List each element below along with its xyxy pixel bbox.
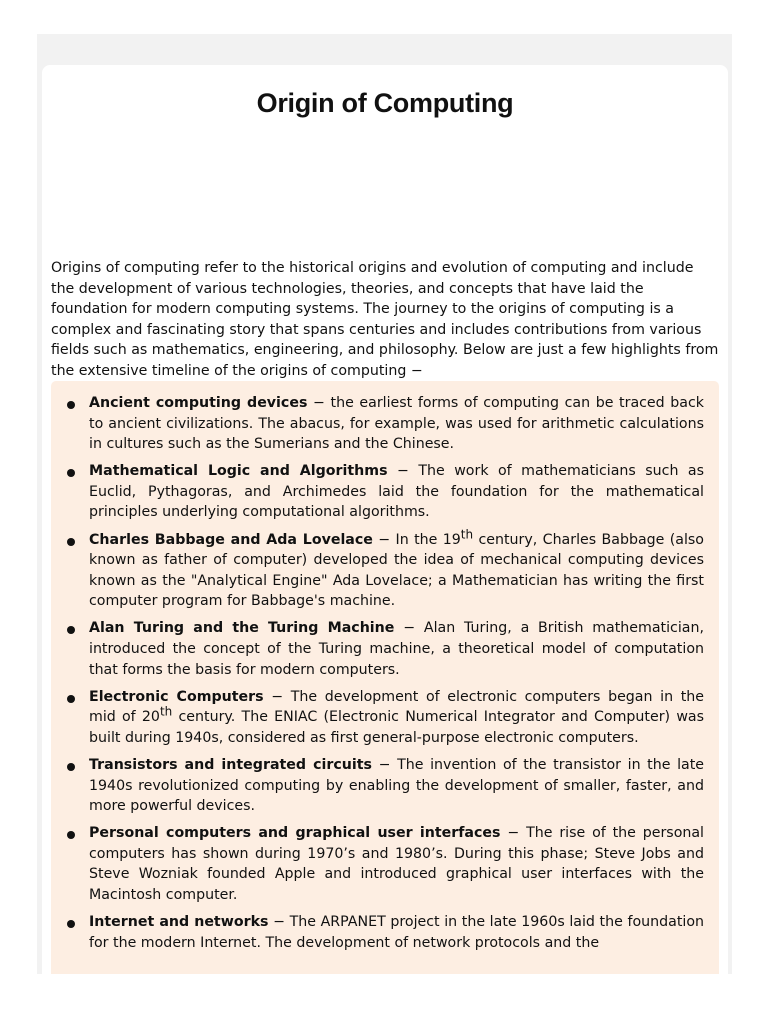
- list-item: [51, 526, 704, 612]
- list-item: [51, 618, 704, 680]
- item-term: Transistors and integrated circuits: [89, 757, 372, 773]
- bullet-icon: [67, 695, 75, 703]
- item-text: − The work of mathematicians such as Euclid, Pythagoras, and Archimedes laid the foundation for the mathematical principles underlying computational algorithms.: [89, 463, 704, 521]
- item-term: Charles Babbage and Ada Lovelace: [89, 531, 373, 548]
- item-term: Mathematical Logic and Algorithms: [89, 463, 388, 480]
- item-text: − The ARPANET project in the late 1960s laid the foundation for the modern Internet. The development of network protocols and the: [89, 914, 704, 951]
- page-frame: [37, 34, 732, 974]
- item-text-cont: century. The ENIAC (Electronic Numerical Integrator and Computer) was built during 1940s, considered as first general-purpose electronic computers.: [89, 709, 705, 746]
- intro-paragraph: Origins of computing refer to the historical origins and evolution of computing and include the development of various technologies, theories, and concepts that have laid the foundation for modern computing systems. The journey to the origins of computing is a complex and fascinating story that spans centuries and includes contributions from various fields such as mathematics, engineering, and philosophy. Below are just a few highlights from the extensive timeline of the origins of computing −: [51, 260, 719, 379]
- bullet-icon: [67, 626, 75, 634]
- bullet-icon: [67, 763, 75, 771]
- bullet-icon: [67, 831, 75, 839]
- list-item: [51, 687, 704, 749]
- superscript: th: [159, 704, 173, 719]
- bullet-icon: [67, 538, 75, 546]
- item-term: Ancient computing devices: [89, 395, 308, 411]
- list-item: [51, 393, 704, 455]
- item-text: − The development of electronic computers began in the mid of 20: [89, 688, 704, 726]
- content-card: [42, 65, 728, 974]
- item-text: − In the 19: [372, 531, 461, 548]
- highlights-box: [51, 381, 719, 974]
- item-text-cont: century, Charles Babbage (also known as father of computer) developed the idea of mechanical computing devices known as the "Analytical Engine" Ada Lovelace; a Mathematician has writing the first computer program for Babbage's machine.: [89, 531, 704, 610]
- item-term: Electronic Computers: [89, 688, 264, 705]
- list-item: [51, 912, 704, 953]
- superscript: th: [460, 526, 474, 541]
- list-item: [51, 755, 704, 817]
- item-text: − The invention of the transistor in the late 1940s revolutionized computing by enabling the development of smaller, faster, and more powerful devices.: [89, 757, 704, 815]
- highlights-list: [51, 381, 719, 953]
- bullet-icon: [67, 401, 75, 409]
- item-text: − The rise of the personal computers has shown during 1970’s and 1980’s. During this phase; Steve Jobs and Steve Wozniak founded Apple and introduced graphical user interfaces with the Macintosh computer.: [89, 825, 704, 904]
- item-text: − Alan Turing, a British mathematician, introduced the concept of the Turing machine, a theoretical model of computation that forms the basis for modern computers.: [89, 620, 704, 678]
- item-term: Alan Turing and the Turing Machine: [89, 620, 395, 637]
- list-item: [51, 823, 704, 905]
- page-title: Origin of Computing: [256, 88, 514, 118]
- item-term: Personal computers and graphical user interfaces: [89, 825, 501, 842]
- list-item: [51, 461, 704, 523]
- bullet-icon: [67, 469, 75, 477]
- bullet-icon: [67, 920, 75, 928]
- item-term: Internet and networks: [89, 914, 269, 931]
- item-text: − the earliest forms of computing can be traced back to ancient civilizations. The abacus, for example, was used for arithmetic calculations in cultures such as the Sumerians and the Chinese.: [89, 395, 704, 453]
